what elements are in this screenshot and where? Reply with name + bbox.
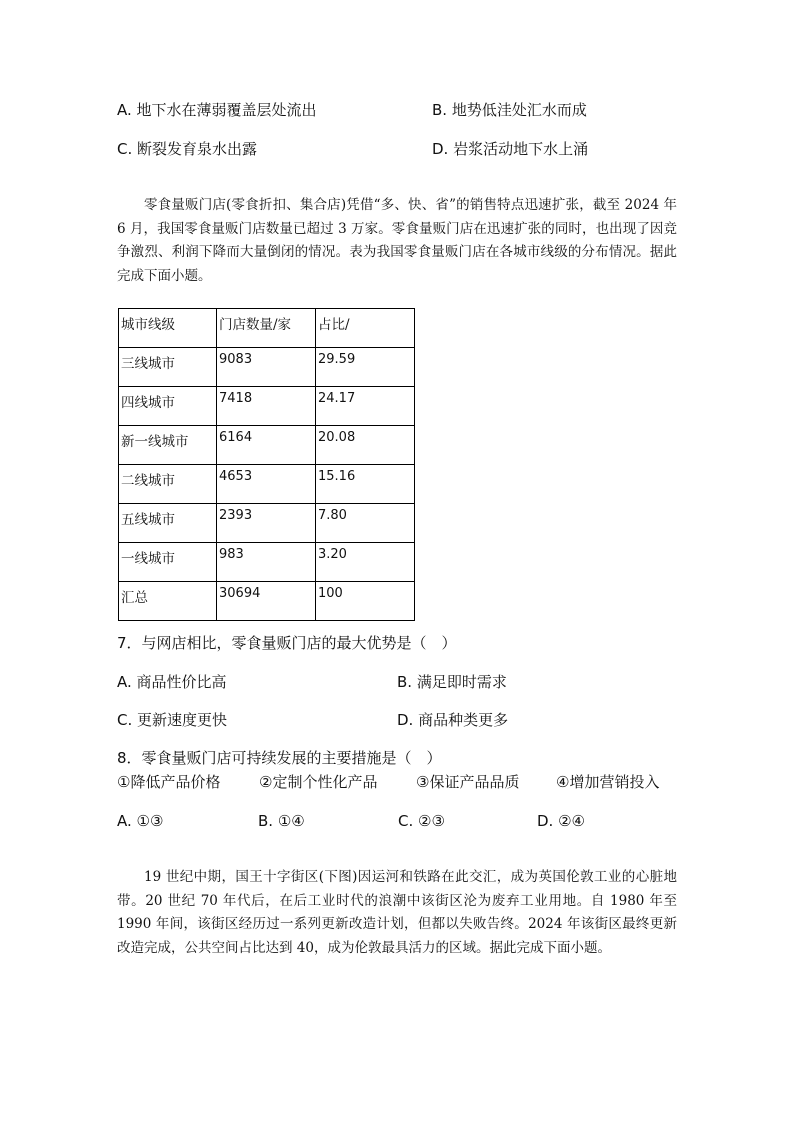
option-letter: A.: [117, 101, 132, 119]
q7-option-a: [117, 672, 227, 692]
header-cell: 城市线级: [119, 309, 217, 348]
option-letter: D.: [397, 711, 414, 729]
header-cell: 门店数量/家: [217, 309, 316, 348]
option-text: 更新速度更快: [137, 711, 228, 729]
table-row: [119, 348, 415, 387]
q8-option-d: [537, 811, 585, 831]
q8-statement-1: ①降低产品价格: [117, 773, 221, 791]
table-cell: 20.08: [316, 426, 415, 465]
q8-statement-4: ④增加营销投入: [556, 773, 660, 791]
option-text: 断裂发育泉水出露: [137, 140, 258, 158]
option-text: 商品性价比高: [136, 673, 227, 691]
option-text: ①③: [136, 812, 164, 830]
table-cell: 15.16: [316, 465, 415, 504]
header-cell: 占比/: [316, 309, 415, 348]
question-8-stem: 8．零食量贩门店可持续发展的主要措施是（ ）: [117, 749, 442, 767]
q8-option-c: [398, 811, 445, 831]
option-letter: A.: [117, 673, 132, 691]
q7-option-c: [117, 710, 227, 730]
q7-option-b: [397, 672, 507, 692]
option-letter: C.: [117, 140, 133, 158]
option-letter: B.: [432, 101, 448, 119]
table-row: [119, 582, 415, 621]
option-text: 岩浆活动地下水上涌: [453, 140, 589, 158]
option-d: [432, 139, 588, 159]
table-cell: 2393: [217, 504, 316, 543]
q8-statement-2: ②定制个性化产品: [259, 773, 378, 791]
table-cell: 一线城市: [119, 543, 217, 582]
table-cell: 9083: [217, 348, 316, 387]
option-c: [117, 139, 257, 159]
q8-option-a: [117, 811, 163, 831]
table-cell: 五线城市: [119, 504, 217, 543]
option-letter: C.: [398, 812, 414, 830]
table-cell: 100: [316, 582, 415, 621]
table-cell: 7.80: [316, 504, 415, 543]
table-row: [119, 465, 415, 504]
passage-snack-stores: 零食量贩门店(零食折扣、集合店)凭借“多、快、省”的销售特点迅速扩张，截至 2024 年 6 月，我国零食量贩门店数量已超过 3 万家。零食量贩门店在迅速扩张的同时，也出现了因竞争激烈、利润下降而大量倒闭的情况。表为我国零食量贩门店在各城市线级的分布情况。据此完成下面小题。: [117, 197, 677, 284]
table-cell: 三线城市: [119, 348, 217, 387]
option-text: 商品种类更多: [418, 711, 509, 729]
table-row: [119, 504, 415, 543]
passage-kings-cross: 19 世纪中期，国王十字街区(下图)因运河和铁路在此交汇，成为英国伦敦工业的心脏地带。20 世纪 70 年代后，在后工业时代的浪潮中该街区沦为废弃工业用地。自 1980 年至 1990 年间，该街区经历过一系列更新改造计划，但都以失败告终。2024 年该街区最终更新改造完成，公共空间占比达到 40，成为伦敦最具活力的区域。据此完成下面小题。: [117, 869, 677, 956]
table-cell: 二线城市: [119, 465, 217, 504]
option-text: 满足即时需求: [416, 673, 507, 691]
option-text: 地下水在薄弱覆盖层处流出: [136, 101, 317, 119]
option-letter: B.: [397, 673, 413, 691]
option-letter: C.: [117, 711, 133, 729]
table-cell: 四线城市: [119, 387, 217, 426]
q8-statement-3: ③保证产品品质: [416, 773, 520, 791]
table-cell: 29.59: [316, 348, 415, 387]
option-text: ①④: [277, 812, 305, 830]
table-cell: 7418: [217, 387, 316, 426]
option-letter: D.: [537, 812, 554, 830]
table-cell: 30694: [217, 582, 316, 621]
table-cell: 汇总: [119, 582, 217, 621]
table-cell: 24.17: [316, 387, 415, 426]
option-letter: B.: [258, 812, 274, 830]
table-cell: 983: [217, 543, 316, 582]
store-distribution-table: [118, 308, 415, 621]
option-text: ②③: [418, 812, 445, 830]
option-letter: A.: [117, 812, 132, 830]
option-a: [117, 100, 317, 120]
table-header-row: [119, 309, 415, 348]
q7-option-d: [397, 710, 508, 730]
table-cell: 4653: [217, 465, 316, 504]
table-row: [119, 387, 415, 426]
table-cell: 3.20: [316, 543, 415, 582]
table-cell: 新一线城市: [119, 426, 217, 465]
q8-option-b: [258, 811, 305, 831]
table-row: [119, 426, 415, 465]
option-b: [432, 100, 587, 120]
option-letter: D.: [432, 140, 449, 158]
option-text: ②④: [558, 812, 586, 830]
question-7-stem: 7．与网店相比，零食量贩门店的最大优势是（ ）: [117, 634, 457, 652]
table-row: [119, 543, 415, 582]
table-cell: 6164: [217, 426, 316, 465]
option-text: 地势低洼处汇水而成: [451, 101, 587, 119]
